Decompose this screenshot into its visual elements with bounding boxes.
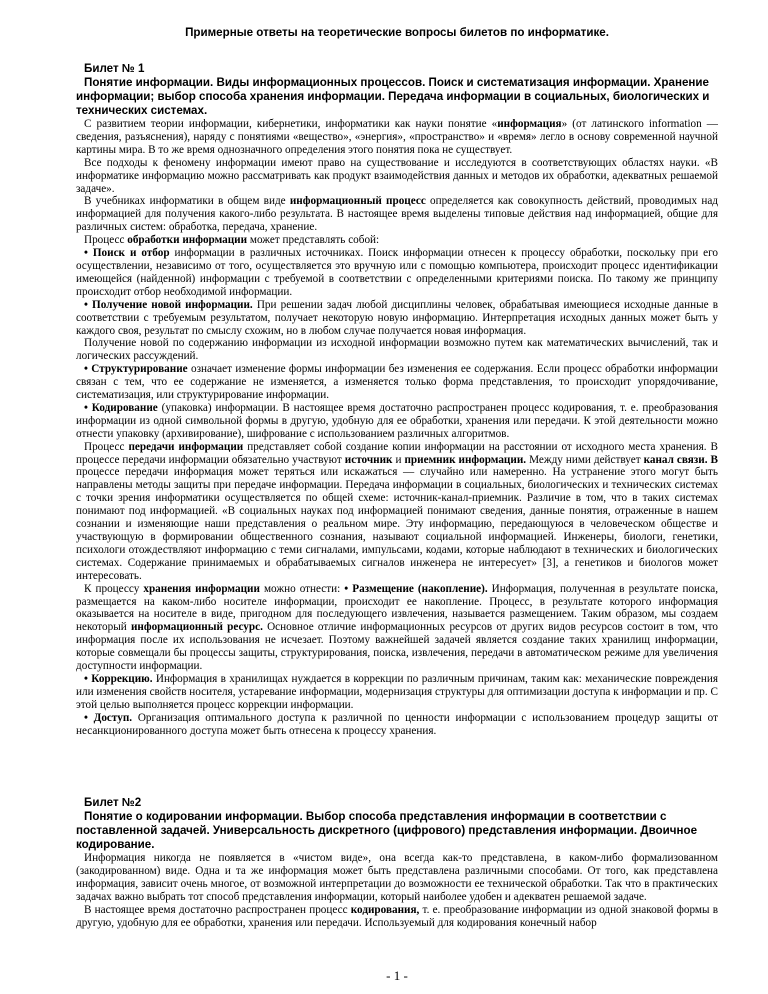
document-title: Примерные ответы на теоретические вопросы билетов по информатике. [185, 26, 609, 39]
paragraph: Процесс обработки информации может представлять собой: [84, 234, 380, 247]
list-item: • Получение новой информации. При решении задач любой дисциплины человек, обрабатывая имеющиеся исходные данные в соответствии с требуемым результатом, получает некоторую новую информацию. Интерпретация исходных данных может быть у каждого своя, результат по смыслу схожим, но в любом случае получается новая информация. [76, 298, 718, 337]
ticket-number: Билет №2 [84, 796, 142, 809]
list-item: • Кодирование (упаковка) информации. В настоящее время достаточно распространен процесс кодирования, т. е. преобразования информации из одной символьной формы в другую, удобную для ее обработки, хранения или передачи. К этой деятельности можно отнести упаковку (архивирование), шифрование с использованием различных алгоритмов. [76, 401, 718, 440]
page-number: - 1 - [386, 968, 408, 983]
list-item: • Доступ. Организация оптимального доступа к различной по ценности информации с использованием процедур защиты от несанкционированного доступа может быть отнесена к процессу хранения. [76, 711, 719, 737]
paragraph: В учебниках информатики в общем виде информационный процесс определяется как совокупность действий, проводимых над информацией для получения какого-либо результата. В настоящее время выделены типовые действия над информацией, общие для различных систем: обработка, передача, хранение. [76, 195, 718, 234]
paragraph: В настоящее время достаточно распространен процесс кодирования, т. е. преобразование информации из одной знаковой формы в другую, удобную для ее обработки, хранения или передачи. Используемый для кодирования конечный набор [76, 903, 718, 929]
paragraph: Информация никогда не появляется в «чистом виде», она всегда как-то представлена, в каком-либо формализованном (закодированном) виде. Одна и та же информация может быть представлена различными способами. От того, как представлена информация, зависит очень многое, от возможной интерпретации до возможности ее технической обработки. Так что в практических задачах важно выбрать тот способ представления информации, который наиболее удобен и адекватен решаемой задаче. [76, 852, 718, 903]
ticket-heading: Понятие о кодировании информации. Выбор способа представления информации в соответствии с поставленной задачей. Универсальность дискретного (цифрового) представления информации. Двоичное кодирование. [76, 810, 698, 851]
ticket-heading: Понятие информации. Виды информационных процессов. Поиск и систематизация информации. Хранение информации; выбор способа хранения информации. Передача информации в социальных, биологических и технических системах. [76, 76, 710, 117]
list-item: • Структурирование означает изменение формы информации без изменения ее содержания. Если процесс обработки информации связан с тем, что ее содержание не изменяется, а изменяется только форма представления, то происходит упорядочивание, систематизация, или структурирование информации. [76, 363, 718, 402]
paragraph: К процессу хранения информации можно отнести: • Размещение (накопление). Информация, полученная в результате поиска, размещается на каком-либо носителе информации, происходит ее накопление. Процесс, в результате которого информация оказывается на носителе в виде, пригодном для последующего извлечения, называется размещением. Таким образом, мы создаем некоторый информационный ресурс. Основное отличие информационных ресурсов от других видов ресурсов состоит в том, что информация после их использования не исчезает. Поэтому важнейшей задачей является создание таких хранилищ информации, которые совмещали бы процессы защиты, структурирования, поиска, извлечения, передачи в автоматическом режиме для увеличения доступности информации. [76, 582, 719, 673]
list-item: • Поиск и отбор информации в различных источниках. Поиск информации отнесен к процессу обработки, поскольку при его осуществлении, независимо от того, осуществляется это вручную или с помощью компьютера, происходит процесс идентификации имеющейся (найденной) информации с требуемой в соответствии с определенными критериями поиска. По такому же принципу происходит отбор необходимой информации. [76, 247, 718, 298]
paragraph: Все подходы к феномену информации имеют право на существование и исследуются в соответствующих областях науки. «В информатике информацию можно рассматривать как продукт взаимодействия данных и методов их обработки, адекватных решаемой задаче». [76, 156, 718, 195]
paragraph: Получение новой по содержанию информации из исходной информации возможно путем как математических вычислений, так и логических рассуждений. [76, 337, 718, 363]
ticket-1 [76, 62, 718, 738]
paragraph: Процесс передачи информации представляет собой создание копии информации на расстоянии от исходного места хранения. В процессе передачи информации обязательно участвуют источник и приемник информации. Между ними действует канал связи. В процессе передачи информация может теряться или искажаться — случайно или намеренно. На устранение этого могут быть направлены методы защиты при передаче информации. Передача информации в социальных, биологических и технических системах с точки зрения информатики осуществляется по общей схеме: источник-канал-приемник. Различие в том, что в таких системах понимают под информацией. «В социальных науках под информацией понимают сведения, данные понятия, отраженные в нашем сознании и изменяющие наши представления о реальном мире. Эту информацию, передающуюся в человеческом обществе и участвующую в формировании общественного сознания, называют социальной информацией. Инженеры, биологи, генетики, психологи отождествляют информацию с теми сигналами, импульсами, кодами, которые наблюдают в технических и биологических системах. Содержание принимаемых и обрабатываемых сигналов инженера не интересует» [3], а генетиков и биологов может интересовать. [76, 440, 719, 582]
ticket-number: Билет № 1 [84, 62, 145, 75]
list-item: • Коррекцию. Информация в хранилищах нуждается в коррекции по различным причинам, таким как: механические повреждения или изменения свойств носителя, устаревание информации, модернизация структуры для оптимизации доступа к информации и пр. С этой целью выполняется процесс коррекции информации. [76, 672, 718, 711]
ticket-2 [76, 796, 718, 929]
paragraph: С развитием теории информации, кибернетики, информатики как науки понятие «информация» (от латинского information — сведения, разъяснения), наряду с понятиями «вещество», «энергия», «пространство» и «время» легло в основу современной научной картины мира. В то же время однозначного определения этого понятия пока не существует. [76, 118, 718, 156]
